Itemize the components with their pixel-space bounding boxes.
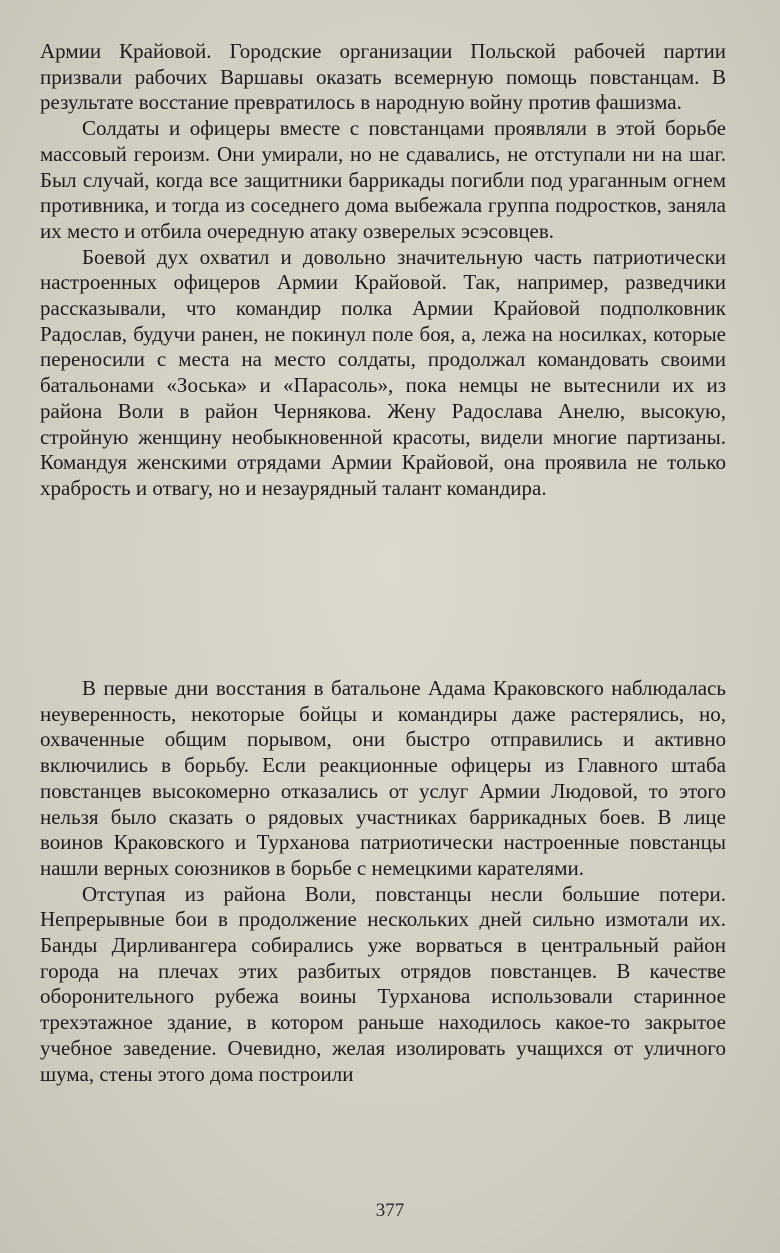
text-section-top — [40, 39, 726, 502]
paragraph-wola-retreat: Отступая из района Воли, повстанцы несли большие потери. Непрерывные бои в продолжение нескольких дней сильно измотали их. Банды Дирливангера собирались уже ворваться в центральный район города на плечах этих разбитых отрядов повстанцев. В качестве оборонительного рубежа воины Турханова использовали старинное трехэтажное здание, в котором раньше находилось какое-то закрытое учебное заведение. Очевидно, желая изолировать учащихся от уличного шума, стены этого дома построили — [40, 881, 726, 1086]
text-section-bottom — [40, 676, 726, 1087]
page-number: 377 — [375, 1200, 405, 1221]
paragraph-radoslav: Боевой дух охватил и довольно значительную часть патриотически настроенных офицеров Армии Крайовой. Так, например, разведчики рассказывали, что командир полка Армии Крайовой подполковник Радослав, будучи ранен, не покинул поле боя, а, лежа на носилках, которые переносили с места на место солдаты, продолжал командовать своими батальонами «Зоська» и «Парасоль», пока немцы не вытеснили их из района Воли в район Чернякова. Жену Радослава Анелю, высокую, стройную женщину необыкновенной красоты, видели многие партизаны. Командуя женскими отрядами Армии Крайовой, она проявила не только храбрость и отвагу, но и незаурядный талант командира. — [40, 244, 726, 500]
paragraph-krakovsky-battalion: В первые дни восстания в батальоне Адама Краковского наблюдалась неуверенность, некоторые бойцы и командиры даже растерялись, но, охваченные общим порывом, они быстро отправились и активно включились в борьбу. Если реакционные офицеры из Главного штаба повстанцев высокомерно отказались от услуг Армии Людовой, то этого нельзя было сказать о рядовых участниках баррикадных боев. В лице воинов Краковского и Турханова патриотически настроенные повстанцы нашли верных союзников в борьбе с немецкими карателями. — [40, 676, 726, 880]
paragraph-heroism: Солдаты и офицеры вместе с повстанцами проявляли в этой борьбе массовый героизм. Они умирали, но не сдавались, не отступали ни на шаг. Был случай, когда все защитники баррикады погибли под ураганным огнем противника, и тогда из соседнего дома выбежала группа подростков, заняла их место и отбила очередную атаку озверелых эсэсовцев. — [40, 116, 726, 243]
paragraph-continuation: Армии Крайовой. Городские организации Польской рабочей партии призвали рабочих Варшавы оказать всемерную помощь повстанцам. В результате восстание превратилось в народную войну против фашизма. — [40, 39, 726, 115]
